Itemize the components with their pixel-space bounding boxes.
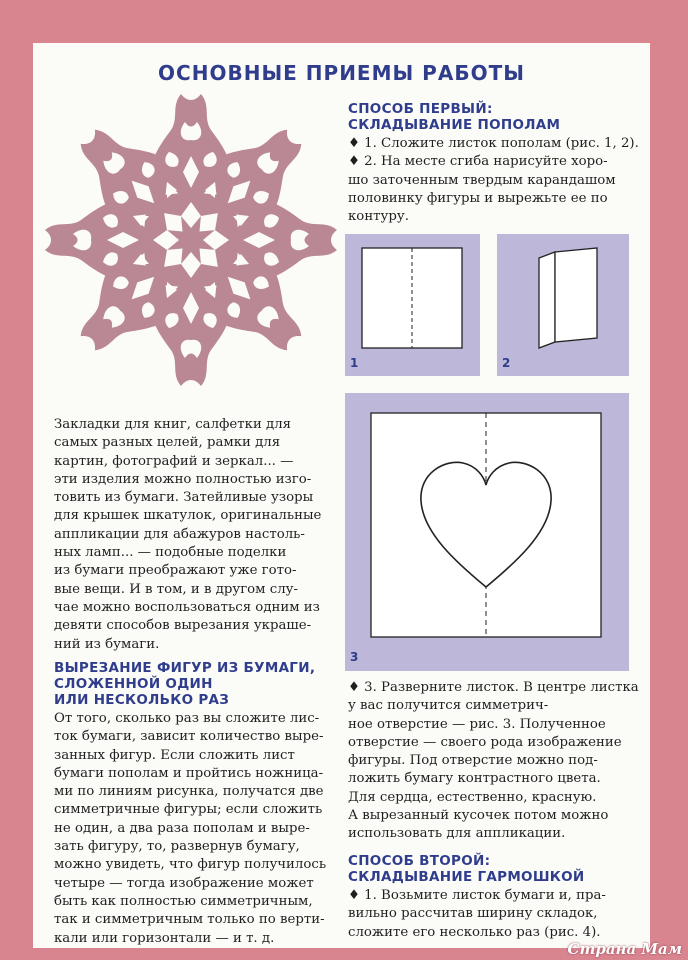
intro-line: картин, фотографий и зеркал... —	[54, 453, 294, 469]
page-title: ОСНОВНЫЕ ПРИЕМЫ РАБОТЫ	[158, 61, 525, 85]
section2-heading	[54, 660, 315, 708]
section2-line: От того, сколько раз вы сложите лис-	[54, 711, 320, 726]
section2-line: быть как полностью симметричным,	[54, 893, 313, 909]
section2-line: ми по линиям рисунка, получатся две	[54, 784, 324, 800]
snowflake-illustration	[41, 85, 341, 395]
method1-step2-line: шо заточенным твердым карандашом	[348, 172, 616, 188]
figure-3-number: 3	[350, 650, 359, 664]
method1-step3-line: фигуры. Под отверстие можно под-	[348, 753, 598, 769]
method1-step3	[348, 679, 639, 844]
method1-heading-line: СКЛАДЫВАНИЕ ПОПОЛАМ	[348, 117, 561, 133]
method1-step3-line: ♦ 3. Разверните листок. В центре листка	[348, 680, 639, 695]
folded-sheet-figure-1	[345, 234, 480, 376]
intro-line: из бумаги преображают уже гото-	[54, 563, 297, 579]
method1-step2-line: ♦ 2. На месте сгиба нарисуйте хоро-	[348, 154, 608, 170]
section2-heading-line: ВЫРЕЗАНИЕ ФИГУР ИЗ БУМАГИ,	[54, 660, 316, 676]
intro-line: чае можно воспользоваться одним из	[54, 599, 320, 615]
section2-line: ток бумаги, зависит количество выре-	[54, 729, 324, 745]
method1-step3-line: у вас получится симметрич-	[348, 698, 549, 714]
method1-step2-line: контуру.	[348, 209, 409, 225]
intro-line: для крышек шкатулок, оригинальные	[54, 508, 322, 524]
method2-step1	[348, 887, 606, 942]
heart-cutout-figure-3	[345, 393, 629, 671]
section2-line: зать фигуру, то, развернув бумагу,	[54, 839, 300, 855]
intro-line: самых разных целей, рамки для	[54, 435, 281, 451]
method2-heading-line: СКЛАДЫВАНИЕ ГАРМОШКОЙ	[348, 869, 585, 885]
intro-line: ний из бумаги.	[54, 636, 160, 652]
method1-step3-line: Для сердца, естественно, красную.	[348, 789, 597, 805]
method1-step3-line: использовать для аппликации.	[348, 826, 566, 842]
intro-line: вые вещи. И в том, и в другом слу-	[54, 581, 298, 597]
section2-paragraph	[54, 710, 326, 948]
method2-step1-line: вильно рассчитав ширину складок,	[348, 906, 598, 922]
method1-step3-line: ложить бумагу контрастного цвета.	[348, 771, 601, 787]
section2-line: так и симметричным только по верти-	[54, 912, 325, 928]
section2-line: бумаги пополам и пройтись ножница-	[54, 765, 324, 781]
method1-step3-line: ное отверстие — рис. 3. Полученное	[348, 716, 606, 732]
method1-heading-line: СПОСОБ ПЕРВЫЙ:	[348, 101, 493, 117]
intro-line: ных ламп... — подобные поделки	[54, 545, 287, 561]
watermark-logo: Страна Мам	[567, 940, 682, 958]
section2-heading-line: ИЛИ НЕСКОЛЬКО РАЗ	[54, 692, 230, 708]
section2-line: симметричные фигуры; если сложить	[54, 802, 323, 818]
section2-line: занных фигур. Если сложить лист	[54, 747, 295, 763]
magazine-page	[33, 43, 650, 948]
method1-heading	[348, 101, 560, 133]
intro-paragraph	[54, 416, 321, 654]
section2-heading-line: СЛОЖЕННОЙ ОДИН	[54, 676, 213, 692]
figure-2-panel	[497, 234, 629, 376]
method1-step2-line: половинку фигуры и вырежьте ее по	[348, 190, 608, 206]
intro-line: товить из бумаги. Затейливые узоры	[54, 490, 314, 506]
section2-line: можно увидеть, что фигур получилось	[54, 857, 327, 873]
section2-line: не один, а два раза пополам и выре-	[54, 820, 310, 836]
figure-1-number: 1	[350, 356, 359, 370]
method1-steps	[348, 135, 639, 226]
method2-heading	[348, 853, 585, 885]
section2-line: четыре — тогда изображение может	[54, 875, 314, 891]
figure-3-panel	[345, 393, 629, 671]
folded-sheet-figure-2	[497, 234, 629, 376]
intro-line: эти изделия можно полностью изго-	[54, 471, 312, 487]
method2-step1-line: ♦ 1. Возьмите листок бумаги и, пра-	[348, 888, 606, 903]
method1-step1: ♦ 1. Сложите листок пополам (рис. 1, 2).	[348, 136, 639, 151]
method2-heading-line: СПОСОБ ВТОРОЙ:	[348, 853, 491, 869]
intro-line: девяти способов вырезания украше-	[54, 618, 312, 634]
intro-line: Закладки для книг, салфетки для	[54, 417, 292, 432]
section2-line: кали или горизонтали — и т. д.	[54, 930, 275, 946]
figure-2-number: 2	[502, 356, 511, 370]
method2-step1-line: сложите его несколько раз (рис. 4).	[348, 924, 601, 940]
method1-step3-line: отверстие — своего рода изображение	[348, 734, 622, 750]
figure-1-panel	[345, 234, 480, 376]
method1-step3-line: А вырезанный кусочек потом можно	[348, 808, 609, 824]
intro-line: аппликации для абажуров настоль-	[54, 526, 305, 542]
